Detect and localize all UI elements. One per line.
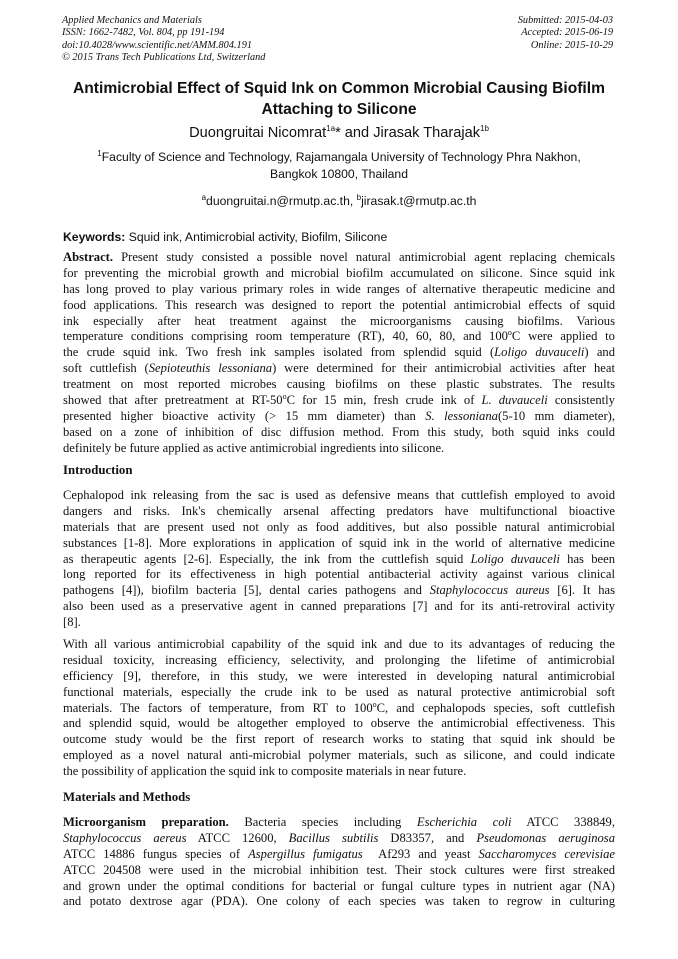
keywords	[63, 229, 615, 245]
abstract-line: for preventing the microbial growth and microbial biofilm accumulated on silicone. Since squid ink	[63, 265, 615, 280]
intro-line: materials. The factors of temperature, from RT to 100$^o$C, and cephalopods species, soft cuttlefish	[63, 699, 616, 715]
abstract-line: temperature conditions comprising room temperature (RT), 40, 60, 80, and 100$^o$C were applied to	[63, 328, 615, 344]
email-b[interactable]: jirasak.t@rmutp.ac.th	[361, 194, 477, 208]
corresponding-mark: *	[335, 125, 341, 141]
methods-line: ATCC 14886 fungus species of Aspergillus fumigatus Af293 and yeast Saccharomyces cerevisiae	[63, 846, 615, 861]
dates-info	[518, 15, 613, 52]
authors	[40, 124, 638, 142]
author-2: Jirasak Tharajak	[373, 125, 481, 141]
abstract-line: ink especially after heat treatment against the microorganisms causing biofilms. Various	[63, 313, 615, 328]
journal-name: Applied Mechanics and Materials	[62, 15, 202, 26]
methods-line: ATCC 204508 were used in the microbial inhibition test. Their stock cultures were first streaked	[63, 862, 615, 877]
methods-line: and potato dextrose agar (PDA). One colony of each species was taken to regrow in culturing	[63, 894, 615, 909]
intro-line: materials that are present used not only as food additives, but also possible natural antimicrobial	[63, 519, 615, 534]
journal-doi[interactable]: doi:10.4028/www.scientific.net/AMM.804.191	[62, 39, 252, 51]
intro-line: employed as a novel natural anti-microbial polymer materials, such as silicone, and could indicate	[63, 748, 615, 763]
journal-info	[62, 15, 265, 65]
intro-line: the possibility of application the squid ink to composite materials in near future.	[63, 764, 467, 779]
abstract-line: showed that after pretreatment at RT-50$^o$C for 15 min, fresh crude ink of L. duvauceli consistently	[63, 391, 615, 408]
intro-line: With all various antimicrobial capability of the squid ink and due to its advantages of reducing the	[63, 637, 615, 651]
abstract-line: treatment on most reported microbes causing biofilms on these plastic substrates. The results	[63, 377, 615, 392]
introduction-paragraph-2	[63, 637, 615, 780]
abstract-label: Abstract.	[63, 250, 114, 264]
keywords-text: Squid ink, Antimicrobial activity, Biofilm, Silicone	[125, 230, 388, 244]
accepted-date: Accepted: 2015-06-19	[521, 27, 613, 39]
methods-line: Staphylococcus aereus ATCC 12600, Bacillus subtilis D83357, and Pseudomonas aeruginosa	[63, 830, 615, 845]
intro-line: Cephalopod ink releasing from the sac is used as defensive means that cuttlefish employed to avoid	[63, 488, 615, 502]
intro-line: pathogens [4]), biofilm bacteria [5], dental caries pathogens and Staphylococcus aureus [6]. It has	[63, 583, 615, 598]
intro-line: and splendid squid, would be altogether employed to observe the antimicrobial effectiveness. This	[63, 716, 615, 731]
intro-line: dangers and risks. Ink's chemically arsenal affecting predators have multifunctional bioactive	[63, 503, 615, 518]
affiliation	[60, 149, 618, 182]
methods-subheading: Microorganism preparation.	[63, 815, 229, 829]
affiliation-line-1: Faculty of Science and Technology, Rajamangala University of Technology Phra Nakhon,	[101, 150, 581, 164]
methods-line: Microorganism preparation. Bacteria species including Escherichia coli ATCC 338849,	[63, 815, 615, 829]
email-a[interactable]: duongruitai.n@rmutp.ac.th,	[206, 194, 357, 208]
intro-line: also been used as a preservative agent in canned preparations [7] and for its anti-retroviral activity	[63, 599, 615, 614]
email-b-sup: b	[356, 192, 362, 202]
intro-line: residual toxicity, increasing efficiency, selectivity, and prolonging the lifetime of antimicrobial	[63, 652, 615, 667]
author-2-sup: 1b	[480, 124, 489, 134]
intro-line: outcome study would be the first report of research works to stating that squid ink should be	[63, 732, 615, 747]
intro-line: functional materials, especially the crude ink to be used as natural protective antimicrobial soft	[63, 684, 615, 699]
introduction-heading: Introduction	[63, 463, 133, 477]
emails	[40, 193, 638, 209]
methods-paragraph	[63, 815, 615, 910]
methods-heading: Materials and Methods	[63, 790, 191, 804]
journal-issn: ISSN: 1662-7482, Vol. 804, pp 191-194	[62, 27, 225, 39]
keywords-label: Keywords:	[63, 230, 126, 244]
abstract-line: soft cuttlefish (Sepioteuthis lessoniana) were determined for their antimicrobial activities after heat	[63, 361, 615, 376]
journal-copyright: © 2015 Trans Tech Publications Ltd, Switzerland	[62, 52, 266, 64]
intro-line: [8].	[63, 615, 81, 630]
abstract-line: food applications. This research was designed to report the potential antimicrobial effects of squid	[63, 297, 615, 312]
affiliation-sup: 1	[97, 148, 102, 158]
author-1-sup: 1a	[326, 124, 336, 134]
abstract-line: based on a zone of inhibition of disc diffusion method. From this study, both squid inks could	[63, 424, 615, 439]
author-1: Duongruitai Nicomrat	[189, 125, 327, 141]
title-line-2: Attaching to Silicone	[261, 101, 417, 118]
online-date: Online: 2015-10-29	[530, 39, 613, 51]
intro-line: long reported for its effectiveness in high potential antibacterial activity against various clinical	[63, 567, 615, 582]
abstract-line: definitely be future applied as active antimicrobial ingredients into silicone.	[63, 440, 445, 455]
methods-line: and grown under the optimal conditions for bacterial or fungal culture types in nutrient agar (NA)	[63, 878, 615, 893]
submitted-date: Submitted: 2015-04-03	[517, 15, 613, 26]
email-a-sup: a	[201, 192, 207, 202]
abstract-line: has long proved to play various primary roles in wide ranges of alternative therapeutic medicine and	[63, 281, 615, 296]
abstract-line: presented higher bioactive activity (> 15 mm diameter) than S. lessoniana(5-10 mm diameter),	[63, 408, 615, 423]
paper-title	[40, 78, 638, 120]
title-line-1: Antimicrobial Effect of Squid Ink on Common Microbial Causing Biofilm	[73, 80, 605, 97]
abstract	[63, 250, 615, 457]
intro-line: efficiency [9], therefore, in this study, we were interested in developing natural antimicrobial	[63, 668, 615, 683]
abstract-line: the crude squid ink. Two fresh ink samples isolated from splendid squid (Loligo duvauceli) and	[63, 345, 616, 360]
affiliation-line-2: Bangkok 10800, Thailand	[269, 166, 408, 181]
intro-line: substances [1-8]. More explorations in application of squid ink in the world of alternative medicine	[63, 535, 615, 550]
intro-line: as therapeutic agents [2-6]. Especially, the ink from the cuttlefish squid Loligo duvauceli has been	[63, 551, 616, 566]
abstract-line: Abstract. Present study consisted a possible novel natural antimicrobial agent replacing chemicals	[63, 250, 615, 264]
authors-and: and	[340, 125, 374, 141]
introduction-paragraph-1	[63, 488, 615, 631]
